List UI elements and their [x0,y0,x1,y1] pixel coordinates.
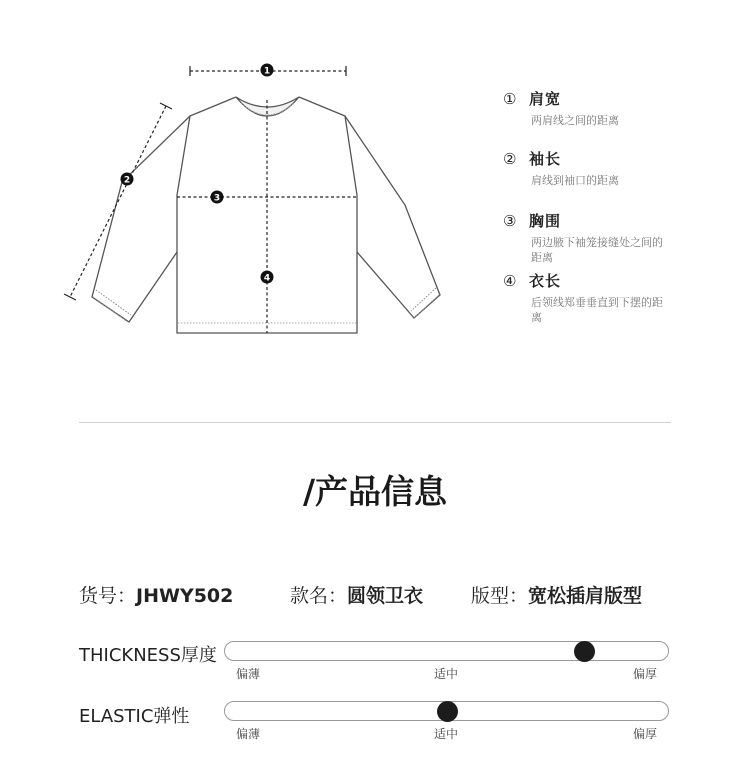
legend-description: 两边腋下袖笼接缝处之间的距离 [531,236,663,264]
legend-description: 后领线郑垂垂直到下摆的距离 [531,296,663,324]
svg-text:2: 2 [123,175,131,186]
spec-value: JHWY502 [136,585,234,607]
elastic-tick-thick: 偏厚 [633,727,658,741]
elastic-tick-medium: 适中 [434,727,459,741]
cuff-left [93,290,131,322]
marker-2 [121,173,134,186]
spec-value: 圆领卫衣 [347,585,424,607]
legend-name: 袖长 [529,150,562,168]
spec-style [290,581,423,608]
svg-text:3: 3 [213,193,221,204]
thickness-label: THICKNESS厚度 [79,645,217,666]
legend-number: ① [503,90,518,108]
legend-number: ② [503,150,518,168]
thickness-tick-medium: 适中 [434,667,459,681]
spec-value: 宽松插肩版型 [528,585,643,607]
thickness-tick-thick: 偏厚 [633,667,658,681]
marker-3 [211,191,224,204]
elastic-tick-thin: 偏薄 [236,727,261,741]
svg-text:4: 4 [263,273,271,284]
legend-description: 肩线到袖口的距离 [531,174,619,187]
thickness-tick-thin: 偏薄 [236,667,261,681]
sleeve-right [345,116,440,318]
spec-fit [471,581,642,608]
elastic-knob [437,701,458,722]
spec-label: 版型： [471,585,529,607]
legend-chest [503,210,671,265]
section-divider [79,422,671,423]
cuff-right [411,288,439,318]
elastic-label: ELASTIC弹性 [79,706,190,727]
spec-label: 货号： [79,585,137,607]
sleeve-left [92,116,190,322]
marker-4 [261,271,274,284]
spec-label: 款名： [290,585,348,607]
legend-name: 衣长 [529,272,562,290]
elastic-slider [224,701,669,721]
legend-number: ③ [503,212,518,230]
legend-name: 肩宽 [529,90,562,108]
legend-name: 胸围 [529,212,562,230]
thickness-knob [574,641,595,662]
sweatshirt-body-outline [177,97,357,333]
section-title: /产品信息 [302,472,448,511]
sleeve-measure-line [70,106,166,297]
svg-text:1: 1 [263,66,271,77]
marker-1 [261,64,274,77]
legend-shoulder [503,88,671,128]
legend-sleeve [503,148,671,188]
thickness-slider [224,641,669,661]
legend-number: ④ [503,272,518,290]
spec-item-no [79,581,233,608]
legend-length [503,270,671,325]
legend-description: 两肩线之间的距离 [531,114,619,127]
